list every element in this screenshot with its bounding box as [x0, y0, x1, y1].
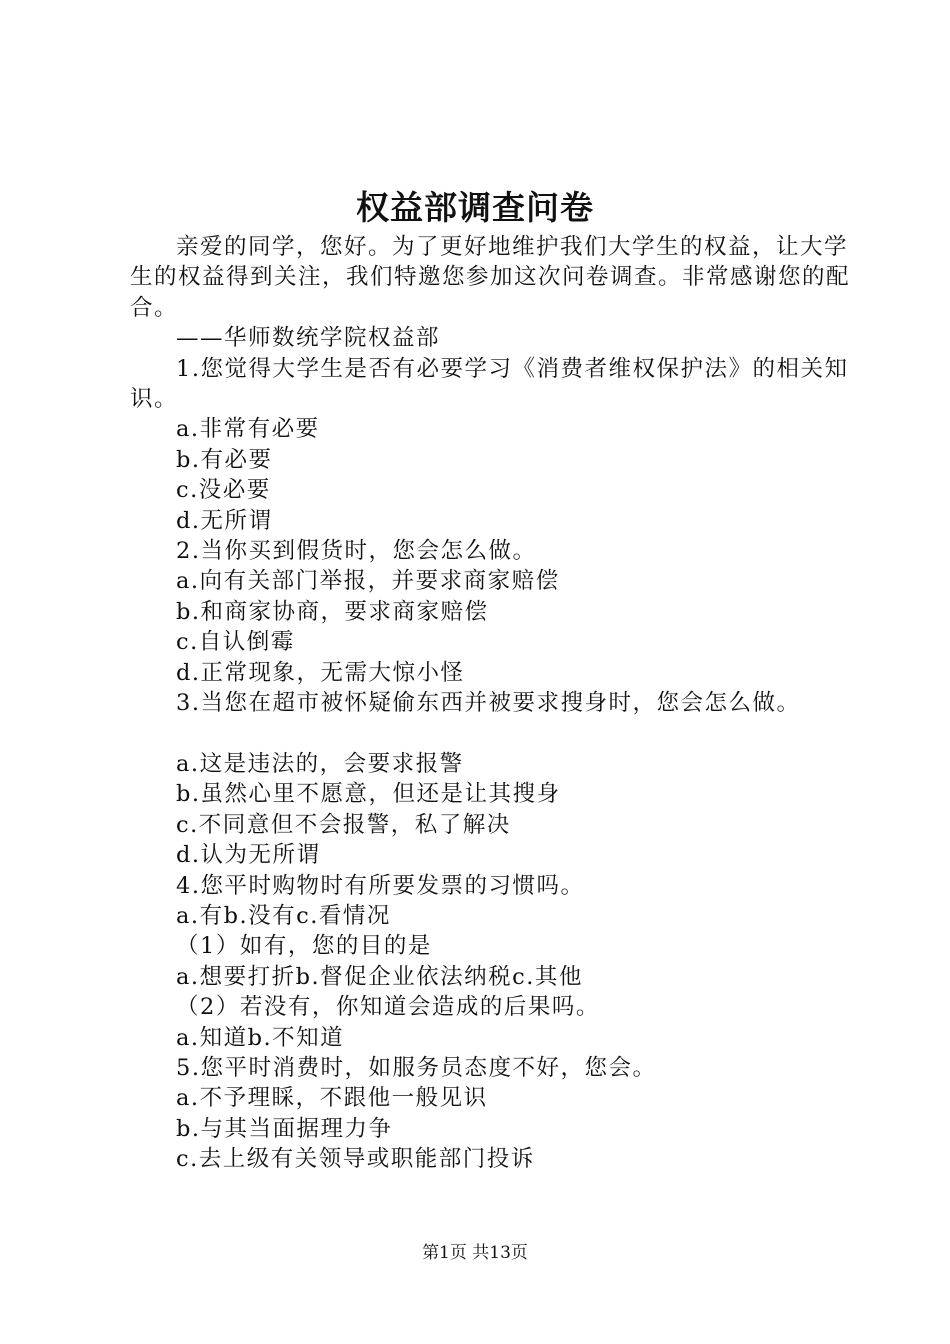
- question-4: 4.您平时购物时有所要发票的习惯吗。: [176, 872, 585, 899]
- q1-option-b: b.有必要: [176, 446, 273, 473]
- question-3: 3.当您在超市被怀疑偷东西并被要求搜身时，您会怎么做。: [176, 690, 801, 717]
- blank-line: [130, 719, 850, 749]
- q4-options: a.有b.没有c.看情况: [176, 902, 391, 929]
- q2-option-b: b.和商家协商，要求商家赔偿: [176, 598, 489, 625]
- page-title: 权益部调查问卷: [356, 188, 594, 227]
- q2-option-a: a.向有关部门举报，并要求商家赔偿: [176, 568, 560, 595]
- q3-option-a: a.这是违法的，会要求报警: [176, 750, 464, 777]
- q3-option-b: b.虽然心里不愿意，但还是让其搜身: [176, 781, 561, 808]
- page-footer: 第1页 共13页: [422, 1243, 528, 1263]
- q3-option-c: c.不同意但不会报警，私了解决: [176, 811, 511, 838]
- q2-option-d: d.正常现象，无需大惊小怪: [176, 659, 465, 686]
- q1-option-c: c.没必要: [176, 477, 271, 504]
- q4-sub2-options: a.知道b.不知道: [176, 1024, 345, 1051]
- document-body: [130, 232, 850, 1175]
- q5-option-b: b.与其当面据理力争: [176, 1115, 393, 1142]
- signature: ——华师数统学院权益部: [176, 325, 441, 352]
- intro-paragraph: 亲爱的同学，您好。为了更好地维护我们大学生的权益，让大学生的权益得到关注，我们特邀您参加这次问卷调查。非常感谢您的配合。: [130, 234, 851, 321]
- q5-option-a: a.不予理睬，不跟他一般见识: [176, 1085, 488, 1112]
- q4-sub1-options: a.想要打折b.督促企业依法纳税c.其他: [176, 963, 583, 990]
- q5-option-c: c.去上级有关领导或职能部门投诉: [176, 1146, 535, 1173]
- q1-option-d: d.无所谓: [176, 507, 273, 534]
- q4-sub2-question: （2）若没有，你知道会造成的后果吗。: [176, 994, 600, 1021]
- question-1: 1.您觉得大学生是否有必要学习《消费者维权保护法》的相关知识。: [130, 355, 849, 413]
- q2-option-c: c.自认倒霉: [176, 629, 295, 656]
- q3-option-d: d.认为无所谓: [176, 842, 321, 869]
- question-2: 2.当你买到假货时，您会怎么做。: [176, 538, 537, 565]
- question-5: 5.您平时消费时，如服务员态度不好，您会。: [176, 1054, 657, 1081]
- q4-sub1-question: （1）如有，您的目的是: [176, 933, 432, 960]
- q1-option-a: a.非常有必要: [176, 416, 320, 443]
